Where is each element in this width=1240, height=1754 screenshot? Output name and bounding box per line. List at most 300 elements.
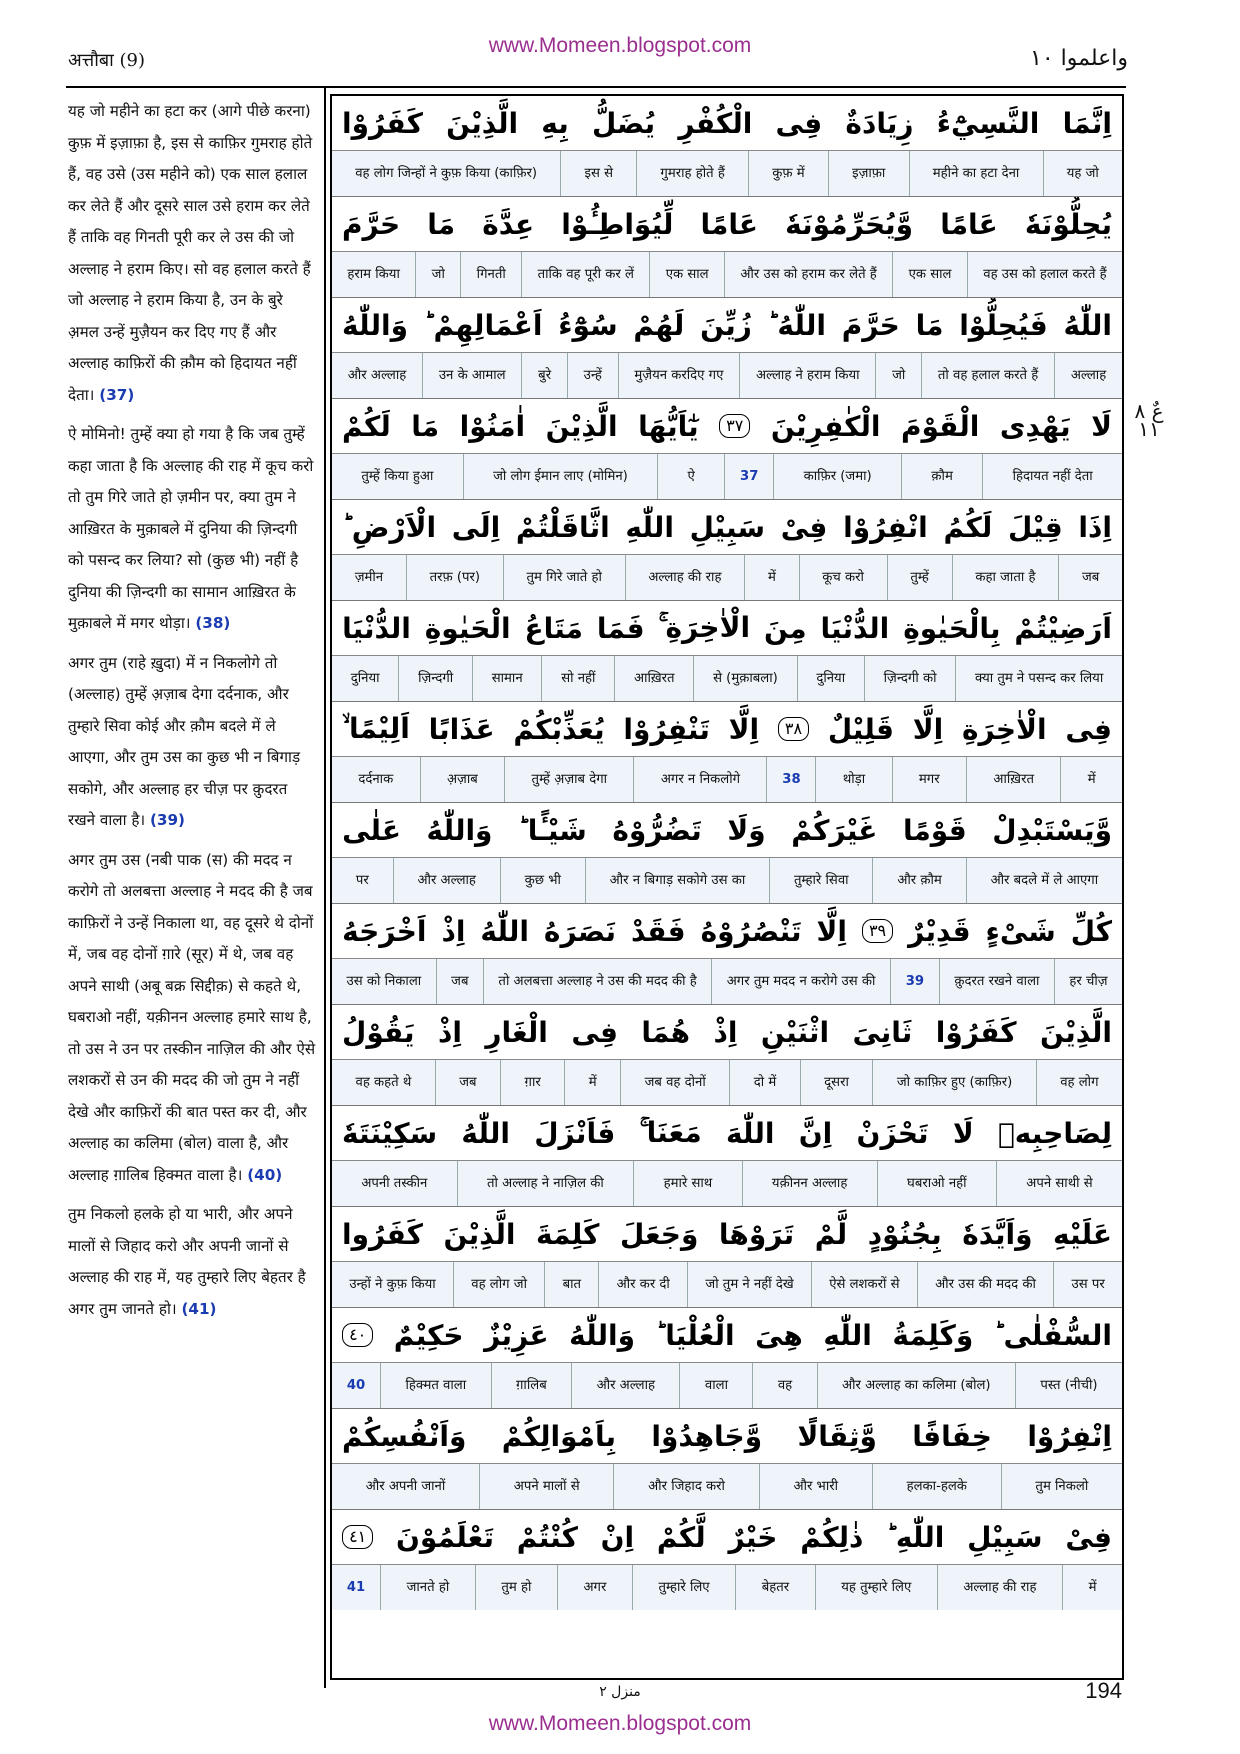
meaning-cell: महीने का हटा देना	[909, 151, 1043, 196]
meaning-cell: वह लोग	[1036, 1060, 1122, 1105]
arabic-word: اِذَا	[1078, 510, 1112, 544]
meaning-cell: उन के आमाल	[422, 353, 521, 398]
verse-number-cell: 40	[346, 1378, 366, 1393]
verse-number: (37)	[99, 385, 135, 404]
arabic-word: انْفِرُوْا	[843, 510, 928, 544]
arabic-word: الَّذِيْنَ	[443, 1217, 516, 1251]
arabic-word: النَّسِيْٓءُ	[936, 106, 1040, 140]
arabic-word: اِلَّا	[912, 712, 944, 746]
meaning-cell: ज़िन्दगी	[398, 656, 472, 701]
arabic-word: خِفَافًا	[912, 1419, 992, 1453]
meaning-cell: हमारे साथ	[633, 1161, 741, 1206]
arabic-word: خَيْرٌ	[728, 1520, 778, 1554]
meaning-cell: मगर	[892, 757, 966, 802]
meaning-cell: अल्लाह की राह	[937, 1565, 1062, 1610]
meaning-cell: वह	[752, 1363, 816, 1408]
arabic-word: مِنَ	[764, 611, 807, 645]
meaning-cell: यह जो	[1043, 151, 1122, 196]
arabic-word: اٰمَنُوْا	[459, 409, 526, 443]
arabic-line	[332, 1510, 1122, 1565]
meaning-cell: जो लोग ईमान लाए (मोमिन)	[463, 454, 657, 499]
meaning-cell: उन्हें	[567, 353, 618, 398]
hindi-meaning-line	[332, 1060, 1122, 1105]
meaning-cell: ग़ार	[500, 1060, 564, 1105]
meaning-cell: ताकि वह पूरी कर लें	[521, 252, 649, 297]
verse-number: (41)	[181, 1299, 217, 1318]
meaning-cell: अल्लाह	[1054, 353, 1122, 398]
meaning-cell: क्या तुम ने पसन्द कर लिया	[955, 656, 1122, 701]
arabic-word: قَوْمًا	[902, 813, 967, 847]
arabic-word: بِاَمْوَالِكُمْ	[501, 1419, 617, 1453]
meaning-cell: अपनी तस्कीन	[361, 1176, 428, 1191]
meaning-cell: और अल्लाह का कलिमा (बोल)	[817, 1363, 1015, 1408]
meaning-cell: और अल्लाह	[347, 368, 407, 383]
arabic-word: وَكَلِمَةُ	[892, 1318, 974, 1352]
arabic-word: اَخْرَجَهُ	[342, 914, 427, 948]
meaning-cell: अ़ज़ाब	[420, 757, 505, 802]
arabic-word: غَيْرَكُمْ	[791, 813, 878, 847]
meaning-cell: कुछ भी	[500, 858, 585, 903]
meaning-cell: और बदले में ले आएगा	[966, 858, 1122, 903]
meaning-cell: तो अल्लाह ने नाज़िल की	[457, 1161, 634, 1206]
meaning-cell: यह तुम्हारे लिए	[815, 1565, 937, 1610]
arabic-line	[332, 500, 1122, 555]
meaning-cell: यक़ीनन अल्लाह	[742, 1161, 877, 1206]
meaning-cell: ग़ालिब	[491, 1363, 572, 1408]
verse-row	[332, 904, 1122, 1005]
translation-paragraph	[68, 648, 316, 837]
meaning-cell: आख़िरत	[966, 757, 1060, 802]
ayah-number-marker: ٤٠	[342, 1323, 373, 1347]
arabic-word: الْعُلْيَا ؕ	[655, 1318, 735, 1352]
arabic-word: وَاللّٰهُ	[342, 308, 408, 342]
arabic-word: اللّٰهُ	[480, 914, 529, 948]
arabic-word: اللّٰهَ	[725, 1116, 775, 1150]
arabic-word: وَّيَسْتَبْدِلْ	[992, 813, 1112, 847]
arabic-word: اِذْ	[441, 914, 466, 948]
hindi-meaning-line	[332, 555, 1122, 600]
meaning-cell: जो	[875, 353, 921, 398]
ayah-number-marker: ٣٧	[719, 414, 750, 438]
arabic-word: الْكٰفِرِيْنَ	[770, 409, 881, 443]
arabic-word: ذٰلِكُمْ	[800, 1520, 864, 1554]
verse-row	[332, 702, 1122, 803]
arabic-word: الْاَرْضِ ؕ	[342, 510, 437, 544]
arabic-word: وَلَا	[727, 813, 766, 847]
meaning-cell: उस को निकाला	[346, 974, 422, 989]
arabic-word: سَكِيْنَتَهٗ	[342, 1116, 438, 1150]
arabic-word: لَكُمُ	[943, 510, 993, 544]
arabic-word: الدُّنْيَا	[820, 611, 890, 645]
meaning-cell: बेहतर	[735, 1565, 815, 1610]
arabic-word: وَاللّٰهُ	[426, 813, 493, 847]
meaning-cell: क़ौम	[901, 454, 982, 499]
arabic-word: قِيْلَ	[1007, 510, 1063, 544]
arabic-word: فَاَنْزَلَ	[534, 1116, 616, 1150]
arabic-word: اثَّاقَلْتُمْ	[515, 510, 610, 544]
site-url-top[interactable]: www.Momeen.blogspot.com	[488, 34, 752, 57]
arabic-word: حَكِيْمٌ	[393, 1318, 464, 1352]
arabic-word: عِدَّةَ	[482, 207, 535, 241]
arabic-word: حَرَّمَ	[342, 207, 401, 241]
arabic-word: وَاللّٰهُ	[569, 1318, 636, 1352]
meaning-cell: एक साल	[892, 252, 967, 297]
translation-paragraph	[68, 1199, 316, 1325]
meaning-cell: जो तुम ने नहीं देखे	[687, 1262, 811, 1307]
arabic-word: تَعْلَمُوْنَ	[396, 1520, 494, 1554]
arabic-line	[332, 1106, 1122, 1161]
column-divider	[324, 88, 326, 1688]
arabic-word: اَرَضِيْتُمْ	[1014, 611, 1112, 645]
verse-number-cell: 41	[346, 1580, 366, 1595]
arabic-word: تَرَوْهَا	[718, 1217, 795, 1251]
arabic-word: فِى	[775, 106, 823, 140]
arabic-word: فِىْ	[780, 510, 828, 544]
verse-number: (39)	[149, 811, 186, 829]
arabic-word: عَلَيْهِ	[1053, 1217, 1112, 1251]
meaning-cell: में	[1060, 757, 1122, 802]
meaning-cell: इस से	[560, 151, 636, 196]
arabic-word: اِنْفِرُوْا	[1027, 1419, 1112, 1453]
hindi-meaning-line	[332, 252, 1122, 297]
arabic-word: مَا	[915, 308, 944, 342]
arabic-word: اِلَى	[451, 510, 501, 544]
arabic-word: اِنَّمَا	[1062, 106, 1112, 140]
arabic-word: يَقُوْلُ	[342, 1015, 415, 1049]
meaning-cell: काफ़िर (जमा)	[773, 454, 901, 499]
ayah-number-marker: ٤١	[342, 1525, 373, 1549]
arabic-word: قَلِيْلٌ	[827, 712, 894, 746]
arabic-word: شَيْـًٔا ؕ	[518, 813, 587, 847]
meaning-cell: जानते हो	[380, 1565, 475, 1610]
meaning-cell: बात	[544, 1262, 598, 1307]
meaning-cell: पर	[355, 873, 369, 888]
meaning-cell: अगर न निकलोगे	[633, 757, 766, 802]
arabic-word: مَا	[427, 207, 456, 241]
verse-row	[332, 601, 1122, 702]
hindi-meaning-line	[332, 1565, 1122, 1610]
meaning-cell: तरफ़ (पर)	[406, 555, 503, 600]
arabic-word: الْكُفْرِ	[678, 106, 753, 140]
arabic-line	[332, 601, 1122, 656]
meaning-cell: क़ुदरत रखने वाला	[939, 959, 1054, 1004]
page-number: 194	[1085, 1678, 1122, 1703]
arabic-word: يٰٓاَيُّهَا	[638, 409, 699, 443]
meaning-cell: दो में	[729, 1060, 799, 1105]
meaning-cell: ज़मीन	[354, 570, 384, 585]
arabic-word: اللّٰهِ	[625, 510, 674, 544]
arabic-word: اِنَّ	[798, 1116, 833, 1150]
meaning-cell: तुम्हें किया हुआ	[361, 469, 434, 484]
meaning-cell: में	[1062, 1565, 1122, 1610]
arabic-word: كُلِّ	[1070, 914, 1112, 948]
arabic-word: عَامًا	[940, 207, 998, 241]
meaning-cell: जो काफ़िर हुए (काफ़िर)	[872, 1060, 1035, 1105]
arabic-word: اَعْمَالِهِمْ ؕ	[423, 308, 543, 342]
arabic-word: لَكُمْ	[342, 409, 391, 443]
meaning-cell: आख़िरत	[614, 656, 693, 701]
arabic-word: عَذَابًا	[428, 712, 495, 746]
arabic-word: الَّذِيْنَ	[545, 409, 618, 443]
meaning-cell: अल्लाह ने हराम किया	[739, 353, 875, 398]
arabic-word: شَىْءٍ	[985, 914, 1056, 948]
meaning-cell: हर चीज़	[1054, 959, 1122, 1004]
arabic-word: كَلِمَةَ	[535, 1217, 600, 1251]
arabic-word: سَبِيْلِ	[689, 510, 766, 544]
arabic-word: اِذْ	[713, 1015, 738, 1049]
arabic-word: تَنْفِرُوْا	[623, 712, 710, 746]
paragraph-text: ऐ मोमिनो! तुम्हें क्या हो गया है कि जब तुम्हें कहा जाता है कि अल्लाह की राह में कूच करो तो तुम गिरे जाते हो ज़मीन पर, क्या तुम ने आख़िरत के मुक़ाबले में दुनिया की ज़िन्दगी को पसन्द कर लिया? सो (कुछ भी) नहीं है दुनिया की ज़िन्दगी का सामान आख़िरत के मुक़ाबले में मगर थोड़ा।	[68, 425, 314, 632]
arabic-word: اثْنَيْنِ	[760, 1015, 830, 1049]
meaning-cell: अपने साथी से	[996, 1161, 1122, 1206]
meaning-cell: तुम्हें	[887, 555, 952, 600]
arabic-word: فِى	[571, 1015, 618, 1049]
meaning-cell: सामान	[472, 656, 541, 701]
hindi-meaning-line	[332, 151, 1122, 196]
meaning-cell: तुम्हारे लिए	[632, 1565, 735, 1610]
meaning-cell: दर्दनाक	[358, 772, 394, 787]
arabic-line	[332, 96, 1122, 151]
meaning-cell: अपने मालों से	[479, 1464, 613, 1509]
meaning-cell: अगर तुम मदद न करोगे उस की	[711, 959, 890, 1004]
arabic-word: تَضُرُّوْهُ	[612, 813, 702, 847]
verse-row	[332, 803, 1122, 904]
translation-paragraph	[68, 419, 316, 640]
paragraph-text: अगर तुम उस (नबी पाक (स) की मदद न करोगे तो अलबत्ता अल्लाह ने मदद की है जब काफ़िरों ने उन्हें निकाला था, वह दूसरे थे दोनों में, जब वह दोनों ग़ारे (सूर) में थे, जब वह अपने साथी (अबू बक्र सिद्दीक़) से कहते थे, घबराओ नहीं, यक़ीनन अल्लाह हमारे साथ है, तो उस ने उन पर तस्कीन नाज़िल की और ऐसे लशकरों से उन की मदद की जो तुम ने नहीं देखे और काफ़िरों की बात पस्त कर दी, और अल्लाह का कलिमा (बोल) वाला है, और अल्लाह ग़ालिब हिक्मत वाला है।	[68, 850, 316, 1184]
arabic-word: لِصَاحِبِهٖ	[997, 1116, 1112, 1150]
verse-row	[332, 1308, 1122, 1409]
arabic-line	[332, 1409, 1122, 1464]
hindi-meaning-line	[332, 1161, 1122, 1206]
verse-number-cell: 38	[766, 757, 815, 802]
verse-row	[332, 96, 1122, 197]
site-url-bottom[interactable]: www.Momeen.blogspot.com	[488, 1712, 752, 1735]
meaning-cell: हिदायत नहीं देता	[982, 454, 1122, 499]
arabic-word: لَّمْ	[814, 1217, 848, 1251]
hindi-meaning-line	[332, 959, 1122, 1004]
arabic-word: تَنْصُرُوْهُ	[700, 914, 802, 948]
arabic-line	[332, 1207, 1122, 1262]
arabic-line	[332, 1005, 1122, 1060]
arabic-word: اِذْ	[437, 1015, 462, 1049]
meaning-cell: तो अलबत्ता अल्लाह ने उस की मदद की है	[483, 959, 711, 1004]
arabic-word: اِلَّا	[728, 712, 760, 746]
meaning-cell: और क़ौम	[872, 858, 965, 903]
arabic-word: حَرَّمَ	[841, 308, 900, 342]
meaning-cell: जब	[1058, 555, 1122, 600]
meaning-cell: कूच करो	[799, 555, 887, 600]
arabic-word: عَامًا	[700, 207, 759, 241]
meaning-cell: इज़ाफ़ा	[828, 151, 909, 196]
para-title: واعلموا ١٠	[1030, 46, 1128, 71]
arabic-line	[332, 1308, 1122, 1363]
arabic-word: لَا	[952, 1116, 974, 1150]
verse-row	[332, 1409, 1122, 1510]
hindi-meaning-line	[332, 454, 1122, 499]
meaning-cell: अल्लाह की राह	[625, 555, 745, 600]
meaning-cell: एक साल	[649, 252, 724, 297]
meaning-cell: ऐसे लशकरों से	[811, 1262, 917, 1307]
arabic-word: فَقَدْ	[630, 914, 686, 948]
arabic-line	[332, 399, 1122, 454]
paragraph-text: तुम निकलो हलके हो या भारी, और अपने मालों से जिहाद करो और अपनी जानों से अल्लाह की राह में, यह तुम्हारे लिए बेहतर है अगर तुम जानते हो।	[68, 1205, 306, 1318]
arabic-word: الَّذِيْنَ	[446, 106, 519, 140]
meaning-cell: तुम्हारे सिवा	[769, 858, 872, 903]
verse-row	[332, 298, 1122, 399]
arabic-word: اللّٰهُ ؕ	[767, 308, 826, 342]
arabic-line	[332, 298, 1122, 353]
meaning-cell: जब वह दोनों	[620, 1060, 729, 1105]
meaning-cell: वह उस को हलाल करते हैं	[967, 252, 1122, 297]
verse-number-cell: 37	[724, 454, 773, 499]
arabic-word: بِجُنُوْدٍ	[867, 1217, 942, 1251]
meaning-cell: दूसरा	[800, 1060, 873, 1105]
meaning-cell: तुम हो	[475, 1565, 557, 1610]
hindi-meaning-line	[332, 1262, 1122, 1307]
arabic-word: وَاَيَّدَهٗ	[962, 1217, 1033, 1251]
arabic-word: الْاٰخِرَةِ ۚ	[658, 611, 751, 644]
arabic-word: نَصَرَهُ	[543, 914, 616, 948]
meaning-cell: वह लोग जिन्हों ने कुफ़ किया (काफ़िर)	[355, 166, 538, 181]
arabic-word: زِيَادَةٌ	[845, 106, 914, 140]
hindi-meaning-line	[332, 353, 1122, 398]
verse-row	[332, 197, 1122, 298]
verse-number: (40)	[247, 1165, 283, 1184]
arabic-word: اِنْ	[600, 1520, 635, 1554]
meaning-cell: हिक्मत वाला	[380, 1363, 491, 1408]
arabic-word: وَّجَاهِدُوْا	[651, 1419, 763, 1453]
meaning-cell: हलका-हलके	[872, 1464, 1001, 1509]
arabic-word: زُيِّنَ	[700, 308, 752, 342]
meaning-cell: तुम निकलो	[1001, 1464, 1122, 1509]
arabic-word: مَتَاعُ	[524, 611, 583, 645]
arabic-line	[332, 197, 1122, 252]
arabic-word: اللّٰهُ	[461, 1116, 510, 1150]
meaning-cell: जब	[436, 959, 483, 1004]
ruku-marker: عٌ ٨ ١١	[1134, 399, 1164, 441]
arabic-word: فَيُحِلُّوْا	[959, 308, 1048, 342]
meaning-cell: ज़िन्दगी को	[864, 656, 955, 701]
meaning-cell: सो नहीं	[541, 656, 614, 701]
arabic-word: قَدِيْرٌ	[908, 914, 971, 948]
arabic-word: عَلٰى	[342, 813, 401, 847]
meaning-cell: और उस की मदद की	[917, 1262, 1053, 1307]
meaning-cell: और अपनी जानों	[365, 1479, 446, 1494]
arabic-word: لَّكُمْ	[656, 1520, 706, 1554]
paragraph-text: अगर तुम (राहे ख़ुदा) में न निकलोगे तो (अल्लाह) तुम्हें अ़ज़ाब देगा दर्दनाक, और तुम्हारे सिवा कोई और क़ौम बदले में ले आएगा, और तुम उस का कुछ भी न बिगाड़ सकोगे, और अल्लाह हर चीज़ पर क़ुदरत रखने वाला है।	[68, 653, 301, 829]
meaning-cell: और जिहाद करो	[613, 1464, 758, 1509]
meaning-cell: और न बिगाड़ सकोगे उस का	[585, 858, 769, 903]
meaning-cell: में	[564, 1060, 620, 1105]
verse-number: (38)	[195, 614, 231, 632]
arabic-word: الَّذِيْنَ	[1040, 1015, 1112, 1049]
meaning-cell: और उस को हराम कर लेते हैं	[724, 252, 892, 297]
meaning-cell: कुफ़ में	[748, 151, 828, 196]
meaning-cell: घबराओ नहीं	[877, 1161, 996, 1206]
meaning-cell: और अल्लाह	[571, 1363, 679, 1408]
translation-column	[68, 96, 316, 1686]
ayah-number-marker: ٣٨	[778, 717, 809, 741]
meaning-cell: हराम किया	[347, 267, 400, 282]
arabic-word: يُضَلُّ	[592, 106, 656, 140]
paragraph-text: यह जो महीने का हटा कर (आगे पीछे करना) कुफ़ में इज़ाफ़ा है, इस से काफ़िर गुमराह होते हैं, वह उसे (उस महीने को) एक साल हलाल कर लेते हैं और दूसरे साल उसे हराम कर लेते हैं ताकि वह गिनती पूरी कर ले उस की जो अल्लाह ने हराम किए। सो वह हलाल करते हैं जो अल्लाह ने हराम किया है, उन के बुरे अ़मल उन्हें मुज़ैयन कर दिए गए हैं और अल्लाह काफ़िरों की क़ौम को हिदायत नहीं देता।	[68, 102, 313, 404]
meaning-cell: और कर दी	[598, 1262, 687, 1307]
arabic-word: اللّٰهِ	[823, 1318, 872, 1352]
meaning-cell: जब	[435, 1060, 500, 1105]
arabic-word: يُعَذِّبْكُمْ	[513, 712, 605, 746]
arabic-word: اللّٰهُ	[1063, 308, 1112, 342]
hindi-meaning-line	[332, 656, 1122, 701]
arabic-word: عَزِيْزٌ	[484, 1318, 549, 1352]
arabic-word: اللّٰهِ ؕ	[886, 1520, 945, 1554]
translation-paragraph	[68, 845, 316, 1192]
meaning-cell: उस पर	[1053, 1262, 1122, 1307]
arabic-word: لِّيُوَاطِـُٔوْا	[561, 207, 674, 241]
verse-row	[332, 1106, 1122, 1207]
meaning-cell: तो वह हलाल करते हैं	[921, 353, 1054, 398]
arabic-word: الْغَارِ	[485, 1015, 548, 1049]
hindi-meaning-line	[332, 1363, 1122, 1408]
meaning-cell: वह कहते थे	[355, 1075, 412, 1090]
arabic-word: يَهْدِى	[999, 409, 1071, 443]
arabic-word: كَفَرُوْا	[935, 1015, 1017, 1049]
meaning-cell: में	[744, 555, 798, 600]
meaning-cell: तुम्हें अ़ज़ाब देगा	[504, 757, 633, 802]
meaning-cell: वाला	[679, 1363, 752, 1408]
ayah-number-marker: ٣٩	[862, 919, 893, 943]
meaning-cell: दुनिया	[350, 671, 380, 686]
hindi-meaning-line	[332, 1464, 1122, 1509]
arabic-word: بِهِ	[541, 106, 569, 140]
arabic-word: هُمَا	[641, 1015, 691, 1049]
arabic-word: وَّثِقَالًا	[797, 1419, 877, 1453]
verse-row	[332, 399, 1122, 500]
arabic-word: وَجَعَلَ	[619, 1217, 699, 1251]
meaning-cell: तुम गिरे जाते हो	[503, 555, 625, 600]
hindi-meaning-line	[332, 757, 1122, 802]
arabic-word: الْاٰخِرَةِ	[961, 712, 1047, 746]
arabic-word: مَا	[411, 409, 440, 443]
arabic-word: كُنْتُمْ	[516, 1520, 578, 1554]
meaning-cell: पस्त (नीची)	[1015, 1363, 1122, 1408]
arabic-word: كَفَرُوْا	[342, 106, 423, 140]
meaning-cell: मुज़ैयन करदिए गए	[618, 353, 740, 398]
arabic-word: السُّفْلٰى ؕ	[993, 1318, 1112, 1352]
arabic-word: لَهُمْ	[633, 308, 685, 342]
arabic-word: لَا	[1091, 409, 1112, 443]
meaning-cell: से (मुक़ाबला)	[693, 656, 796, 701]
meaning-cell: कहा जाता है	[952, 555, 1059, 600]
arabic-word: فِىْ	[1065, 1520, 1112, 1554]
arabic-word: سَبِيْلِ	[967, 1520, 1043, 1554]
arabic-word: مَعَنَا ۚ	[639, 1116, 702, 1149]
verse-row	[332, 1005, 1122, 1106]
meaning-cell: उन्हों ने कुफ़ किया	[349, 1277, 436, 1292]
arabic-word: هِىَ	[755, 1318, 803, 1352]
arabic-word: اِلَّا	[816, 914, 847, 948]
meaning-cell: वह लोग जो	[453, 1262, 544, 1307]
meaning-cell: जो	[415, 252, 460, 297]
arabic-word: اَلِيْمًا ۙ	[342, 712, 410, 745]
meaning-cell: अगर	[557, 1565, 632, 1610]
arabic-word: الْحَيٰوةِ	[424, 611, 511, 645]
translation-paragraph	[68, 96, 316, 411]
meaning-cell: गुमराह होते हैं	[636, 151, 748, 196]
arabic-line	[332, 803, 1122, 858]
meaning-cell: बुरे	[521, 353, 567, 398]
arabic-word: بِالْحَيٰوةِ	[903, 611, 1001, 645]
arabic-word: فَمَا	[596, 611, 645, 645]
